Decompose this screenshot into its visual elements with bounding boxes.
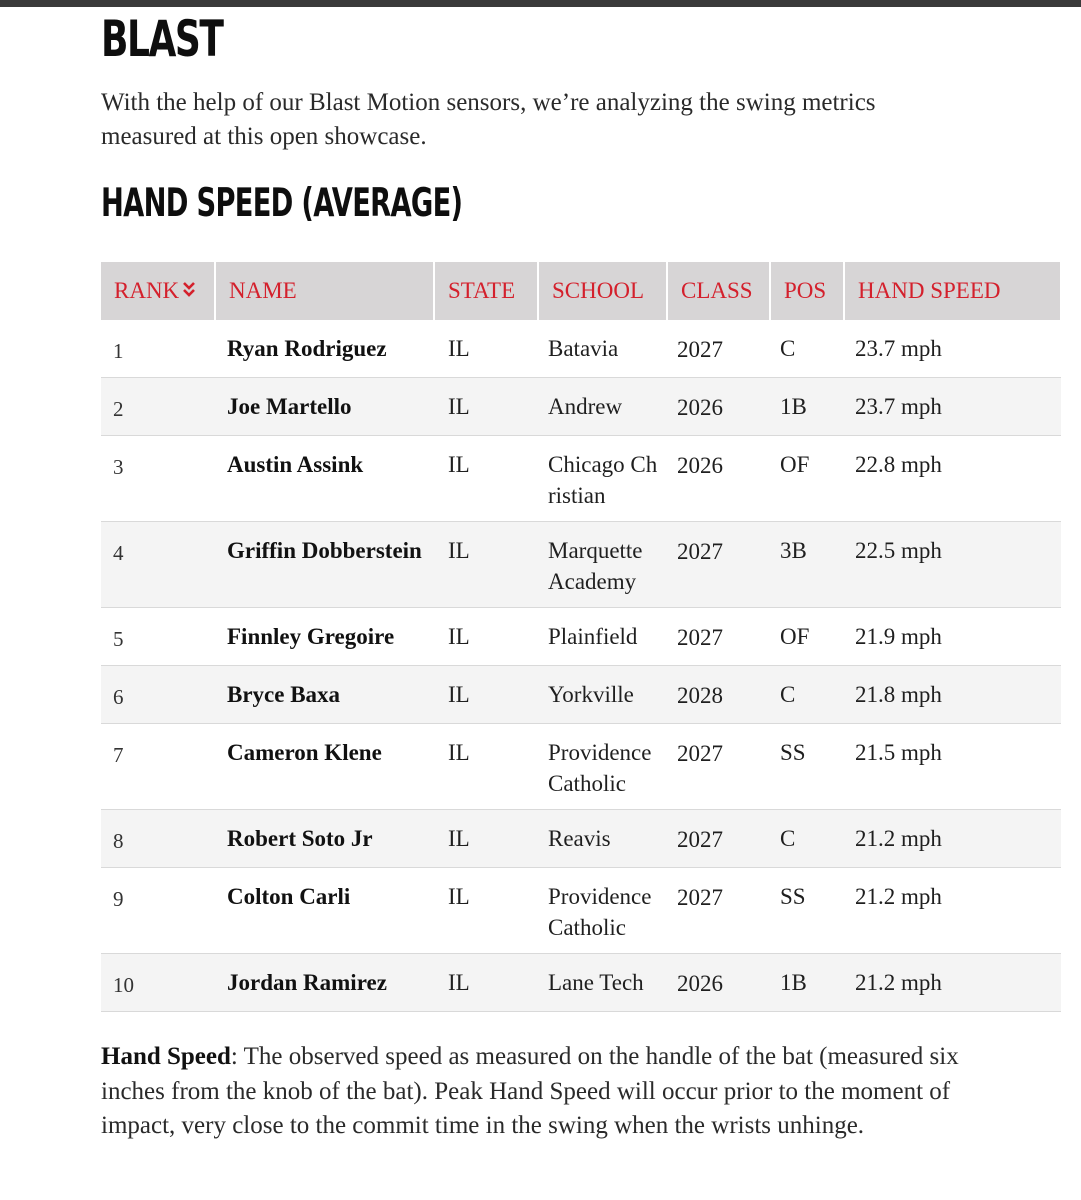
cell-school: Batavia (538, 320, 667, 378)
cell-school: Yorkville (538, 666, 667, 724)
column-header-class[interactable]: CLASS (667, 262, 770, 320)
cell-rank: 3 (101, 436, 215, 522)
cell-hand-speed: 21.2 mph (844, 954, 1061, 1012)
intro-paragraph: With the help of our Blast Motion sensors, we’re analyzing the swing metrics measured at this open showcase. (101, 89, 876, 150)
cell-hand-speed: 21.5 mph (844, 724, 1061, 810)
cell-pos: 3B (770, 522, 844, 608)
cell-state: IL (434, 608, 538, 666)
cell-pos: OF (770, 436, 844, 522)
cell-state: IL (434, 522, 538, 608)
cell-hand-speed: 21.2 mph (844, 868, 1061, 954)
cell-pos: SS (770, 724, 844, 810)
cell-school: Chicago Christian (538, 436, 667, 522)
cell-rank: 7 (101, 724, 215, 810)
cell-state: IL (434, 868, 538, 954)
section-heading: HAND SPEED (AVERAGE) (101, 181, 463, 226)
cell-name: Finnley Gregoire (215, 608, 434, 666)
cell-hand-speed: 22.5 mph (844, 522, 1061, 608)
cell-pos: C (770, 320, 844, 378)
cell-school: Plainfield (538, 608, 667, 666)
cell-rank: 5 (101, 608, 215, 666)
cell-school: Reavis (538, 810, 667, 868)
cell-name: Robert Soto Jr (215, 810, 434, 868)
brand-heading: BLAST (101, 10, 223, 68)
cell-rank: 8 (101, 810, 215, 868)
cell-state: IL (434, 666, 538, 724)
cell-rank: 6 (101, 666, 215, 724)
cell-state: IL (434, 320, 538, 378)
cell-class: 2027 (667, 868, 770, 954)
cell-state: IL (434, 724, 538, 810)
definition-term: Hand Speed (101, 1043, 231, 1070)
cell-class: 2027 (667, 724, 770, 810)
cell-state: IL (434, 810, 538, 868)
cell-school: Marquette Academy (538, 522, 667, 608)
cell-pos: SS (770, 868, 844, 954)
cell-pos: OF (770, 608, 844, 666)
table-row (101, 608, 1061, 666)
cell-name: Cameron Klene (215, 724, 434, 810)
cell-rank: 2 (101, 378, 215, 436)
cell-class: 2027 (667, 810, 770, 868)
cell-school: Lane Tech (538, 954, 667, 1012)
cell-rank: 10 (101, 954, 215, 1012)
column-header-pos[interactable]: POS (770, 262, 844, 320)
cell-school: Providence Catholic (538, 868, 667, 954)
top-bar (0, 0, 1081, 7)
cell-pos: 1B (770, 378, 844, 436)
cell-school: Providence Catholic (538, 724, 667, 810)
cell-name: Jordan Ramirez (215, 954, 434, 1012)
cell-name: Griffin Dobberstein (215, 522, 434, 608)
table-row (101, 320, 1061, 378)
cell-class: 2027 (667, 608, 770, 666)
cell-pos: 1B (770, 954, 844, 1012)
cell-class: 2026 (667, 954, 770, 1012)
column-header-label: RANK (114, 277, 180, 303)
cell-hand-speed: 21.2 mph (844, 810, 1061, 868)
cell-name: Joe Martello (215, 378, 434, 436)
leaderboard-table (101, 262, 1062, 1012)
column-header-hand-speed[interactable]: HAND SPEED (844, 262, 1061, 320)
table-row (101, 724, 1061, 810)
cell-name: Bryce Baxa (215, 666, 434, 724)
cell-rank: 9 (101, 868, 215, 954)
cell-state: IL (434, 378, 538, 436)
double-chevron-down-icon[interactable] (182, 279, 196, 305)
hand-speed-definition (101, 1040, 981, 1144)
cell-hand-speed: 23.7 mph (844, 378, 1061, 436)
column-header-state[interactable]: STATE (434, 262, 538, 320)
column-header-name[interactable]: NAME (215, 262, 434, 320)
definition-text: : The observed speed as measured on the handle of the bat (measured six inches from the knob of the bat). Peak Hand Speed will occur prior to the moment of impact, very close to the commit time in the swing when the wrists unhinge. (101, 1043, 959, 1139)
table-row (101, 522, 1061, 608)
cell-rank: 4 (101, 522, 215, 608)
table-row (101, 436, 1061, 522)
cell-class: 2027 (667, 522, 770, 608)
table-header-row (101, 262, 1061, 320)
table-row (101, 810, 1061, 868)
cell-pos: C (770, 810, 844, 868)
table-row (101, 666, 1061, 724)
cell-school: Andrew (538, 378, 667, 436)
cell-rank: 1 (101, 320, 215, 378)
cell-name: Ryan Rodriguez (215, 320, 434, 378)
cell-class: 2028 (667, 666, 770, 724)
cell-hand-speed: 21.9 mph (844, 608, 1061, 666)
cell-class: 2026 (667, 436, 770, 522)
cell-state: IL (434, 436, 538, 522)
leaderboard-table-scroll[interactable] (101, 262, 1001, 997)
cell-name: Austin Assink (215, 436, 434, 522)
table-row (101, 868, 1061, 954)
cell-class: 2027 (667, 320, 770, 378)
cell-name: Colton Carli (215, 868, 434, 954)
cell-class: 2026 (667, 378, 770, 436)
column-header-rank[interactable] (101, 262, 215, 320)
cell-hand-speed: 22.8 mph (844, 436, 1061, 522)
column-header-school[interactable]: SCHOOL (538, 262, 667, 320)
table-body (101, 320, 1061, 1012)
table-row (101, 954, 1061, 1012)
cell-hand-speed: 21.8 mph (844, 666, 1061, 724)
cell-state: IL (434, 954, 538, 1012)
cell-hand-speed: 23.7 mph (844, 320, 1061, 378)
table-row (101, 378, 1061, 436)
cell-pos: C (770, 666, 844, 724)
